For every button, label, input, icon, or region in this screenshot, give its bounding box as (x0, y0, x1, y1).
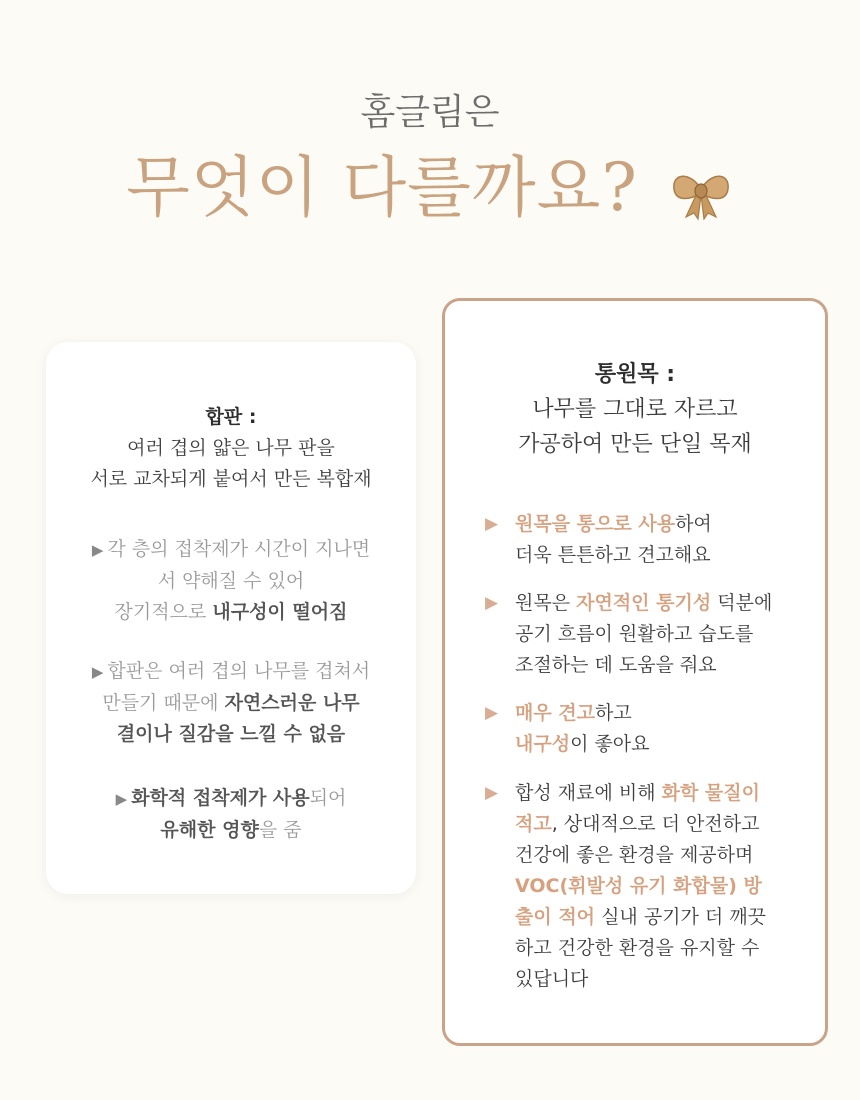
solid-wood-point-4 (485, 778, 805, 995)
bow-ribbon-icon (668, 165, 734, 221)
solid-wood-point-4-emphasis-1: 화학 물질이 (661, 782, 760, 804)
solid-wood-point-2-line2: 공기 흐름이 원활하고 습도를 (515, 623, 754, 645)
solid-wood-point-4-line5: 실내 공기가 더 깨끗 (595, 906, 767, 928)
solid-wood-card (442, 298, 828, 1046)
page-title-text: 무엇이 다를까요? (126, 149, 638, 226)
triangle-bullet-icon: ▶ (91, 663, 104, 681)
solid-wood-point-4-emphasis-4: 출이 적어 (515, 906, 596, 928)
plywood-card (46, 342, 416, 894)
solid-wood-point-3 (485, 698, 805, 760)
plywood-heading (46, 402, 416, 495)
plywood-desc-line2: 서로 교차되게 붙여서 만든 복합재 (90, 468, 372, 490)
plywood-name: 합판 : (205, 406, 257, 428)
plywood-point-1-emphasis: 내구성이 떨어짐 (212, 601, 348, 623)
solid-wood-point-4-line6: 하고 건강한 환경을 유지할 수 (515, 937, 760, 959)
solid-wood-heading (445, 357, 825, 462)
solid-wood-name: 통원목 : (594, 362, 676, 387)
plywood-point-3-emphasis-2: 유해한 영향 (160, 819, 259, 841)
plywood-point-3-line1: 되어 (309, 787, 347, 809)
solid-wood-point-1-emphasis: 원목을 통으로 사용 (515, 513, 676, 535)
solid-wood-point-4-line1: 합성 재료에 비해 (515, 782, 662, 804)
solid-wood-point-3-line1: 하고 (595, 702, 632, 724)
plywood-point-2-line2: 만들기 때문에 (102, 692, 225, 714)
plywood-point-3-line2: 을 줌 (258, 819, 302, 841)
plywood-desc-line1: 여러 겹의 얇은 나무 판을 (127, 437, 335, 459)
plywood-point-2-emphasis-2: 결이나 질감을 느낄 수 없음 (116, 723, 346, 745)
solid-wood-point-3-emphasis: 매우 견고 (515, 702, 596, 724)
solid-wood-point-2-line1-post: 덕분에 (711, 592, 773, 614)
triangle-bullet-icon: ▶ (115, 790, 128, 808)
page-title (0, 134, 860, 229)
solid-wood-point-3-emphasis-2: 내구성 (515, 733, 571, 755)
triangle-bullet-icon: ▶ (485, 703, 499, 723)
plywood-point-2-line1: 합판은 여러 겹의 나무를 겹쳐서 (107, 660, 371, 682)
plywood-point-1-line1: 각 층의 접착제가 시간이 지나면 (107, 538, 371, 560)
page-subtitle: 홈글림은 (360, 92, 500, 133)
solid-wood-point-2-emphasis: 자연적인 통기성 (576, 592, 712, 614)
triangle-bullet-icon: ▶ (485, 593, 499, 613)
triangle-bullet-icon: ▶ (485, 783, 499, 803)
solid-wood-point-4-line2: , 상대적으로 더 안전하고 (551, 813, 760, 835)
solid-wood-point-2 (485, 588, 805, 681)
solid-wood-point-1-line1: 하여 (675, 513, 712, 535)
plywood-point-2 (46, 656, 416, 750)
solid-wood-point-4-line3: 건강에 좋은 환경을 제공하며 (515, 844, 754, 866)
solid-wood-desc-line1: 나무를 그대로 자르고 (532, 397, 738, 422)
triangle-bullet-icon: ▶ (485, 514, 499, 534)
solid-wood-point-1-line2: 더욱 튼튼하고 견고해요 (515, 544, 711, 566)
solid-wood-point-2-line3: 조절하는 데 도움을 줘요 (515, 654, 717, 676)
plywood-point-3-emphasis: 화학적 접착제가 사용 (131, 787, 310, 809)
plywood-point-1 (46, 534, 416, 628)
plywood-point-1-line2: 서 약해질 수 있어 (157, 570, 305, 592)
plywood-point-1-line3: 장기적으로 (114, 601, 213, 623)
solid-wood-point-4-line7: 있답니다 (515, 968, 589, 990)
solid-wood-point-1 (485, 509, 805, 571)
solid-wood-point-2-line1: 원목은 (515, 592, 577, 614)
solid-wood-point-4-emphasis-3: VOC(휘발성 유기 화합물) 방 (515, 875, 762, 897)
solid-wood-point-4-emphasis-2: 적고 (515, 813, 552, 835)
plywood-point-2-emphasis: 자연스러운 나무 (224, 692, 360, 714)
plywood-point-3 (46, 783, 416, 846)
triangle-bullet-icon: ▶ (91, 541, 104, 559)
solid-wood-point-3-line2: 이 좋아요 (570, 733, 650, 755)
solid-wood-desc-line2: 가공하여 만든 단일 목재 (518, 432, 752, 457)
